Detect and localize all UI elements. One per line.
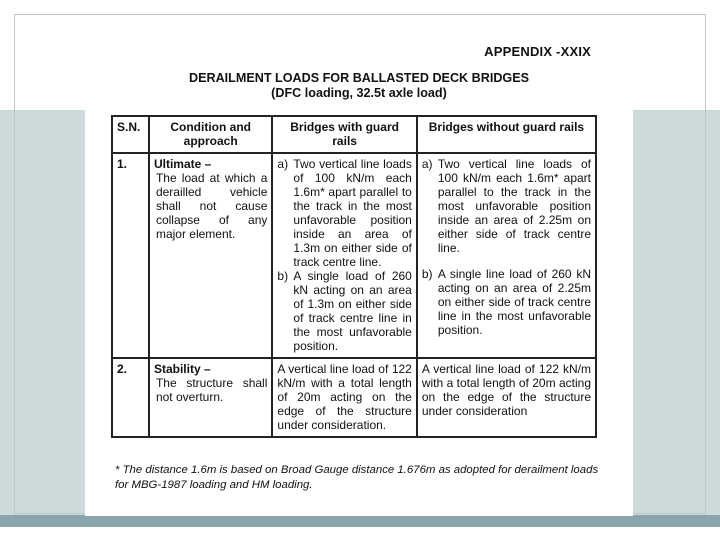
- bottom-accent-bar: [0, 515, 720, 527]
- item-label: a): [277, 157, 289, 171]
- condition-text: The structure shall not overturn.: [155, 376, 268, 404]
- item-label: b): [421, 267, 433, 281]
- spacer: [422, 255, 591, 267]
- row-number: 2.: [112, 358, 149, 437]
- derailment-loads-table: [111, 115, 597, 438]
- condition-text: The load at which a derailled vehicle shall not cause collapse of any major element.: [155, 171, 268, 241]
- header-sn: S.N.: [112, 116, 149, 153]
- appendix-label: APPENDIX -XXIX: [484, 44, 591, 59]
- condition-title: Stability –: [153, 362, 211, 376]
- condition-cell: [149, 358, 272, 437]
- item-text: A single load of 260 kN acting on an area of 1.3m on either side of track centre line in the most unfavorable position.: [293, 269, 412, 353]
- without-guard-rails-cell: A vertical line load of 122 kN/m with a total length of 20m acting on the edge of the structure under consideration: [417, 358, 596, 437]
- footnote: * The distance 1.6m is based on Broad Gauge distance 1.676m as adopted for derailment loads for MBG-1987 loading and HM loading.: [115, 464, 599, 491]
- header-condition: Condition and approach: [149, 116, 272, 153]
- document-title: DERAILMENT LOADS FOR BALLASTED DECK BRIDGES: [188, 71, 530, 85]
- condition-cell: [149, 153, 272, 358]
- list-item: [422, 267, 591, 337]
- header-with-guard-rails: Bridges with guard rails: [272, 116, 416, 153]
- row-number: 1.: [112, 153, 149, 358]
- item-text: A single line load of 260 kN acting on an area of 2.25m on either side of track centre line in the most unfavorable position.: [437, 267, 591, 337]
- document-page: [85, 16, 633, 516]
- table-row: [112, 358, 596, 437]
- condition-title: Ultimate –: [153, 157, 212, 171]
- without-guard-rails-cell: [417, 153, 596, 358]
- document-subtitle: (DFC loading, 32.5t axle load): [271, 86, 447, 100]
- header-without-guard-rails: Bridges without guard rails: [417, 116, 596, 153]
- with-guard-rails-cell: A vertical line load of 122 kN/m with a total length of 20m acting on the edge of the structure under consideration.: [272, 358, 416, 437]
- item-text: Two vertical line loads of 100 kN/m each 1.6m* apart parallel to the track in the most unfavorable position inside an area of 2.25m on either side of track centre line.: [437, 157, 591, 255]
- item-text: Two vertical line loads of 100 kN/m each 1.6m* apart parallel to the track in the most unfavorable position inside an area of 1.3m on either side of track centre line.: [293, 157, 412, 269]
- item-label: a): [421, 157, 433, 171]
- table-header-row: [112, 116, 596, 153]
- list-item: [277, 269, 411, 353]
- list-item: [277, 157, 411, 269]
- with-guard-rails-cell: [272, 153, 416, 358]
- list-item: [422, 157, 591, 255]
- item-label: b): [277, 269, 289, 283]
- table-row: [112, 153, 596, 358]
